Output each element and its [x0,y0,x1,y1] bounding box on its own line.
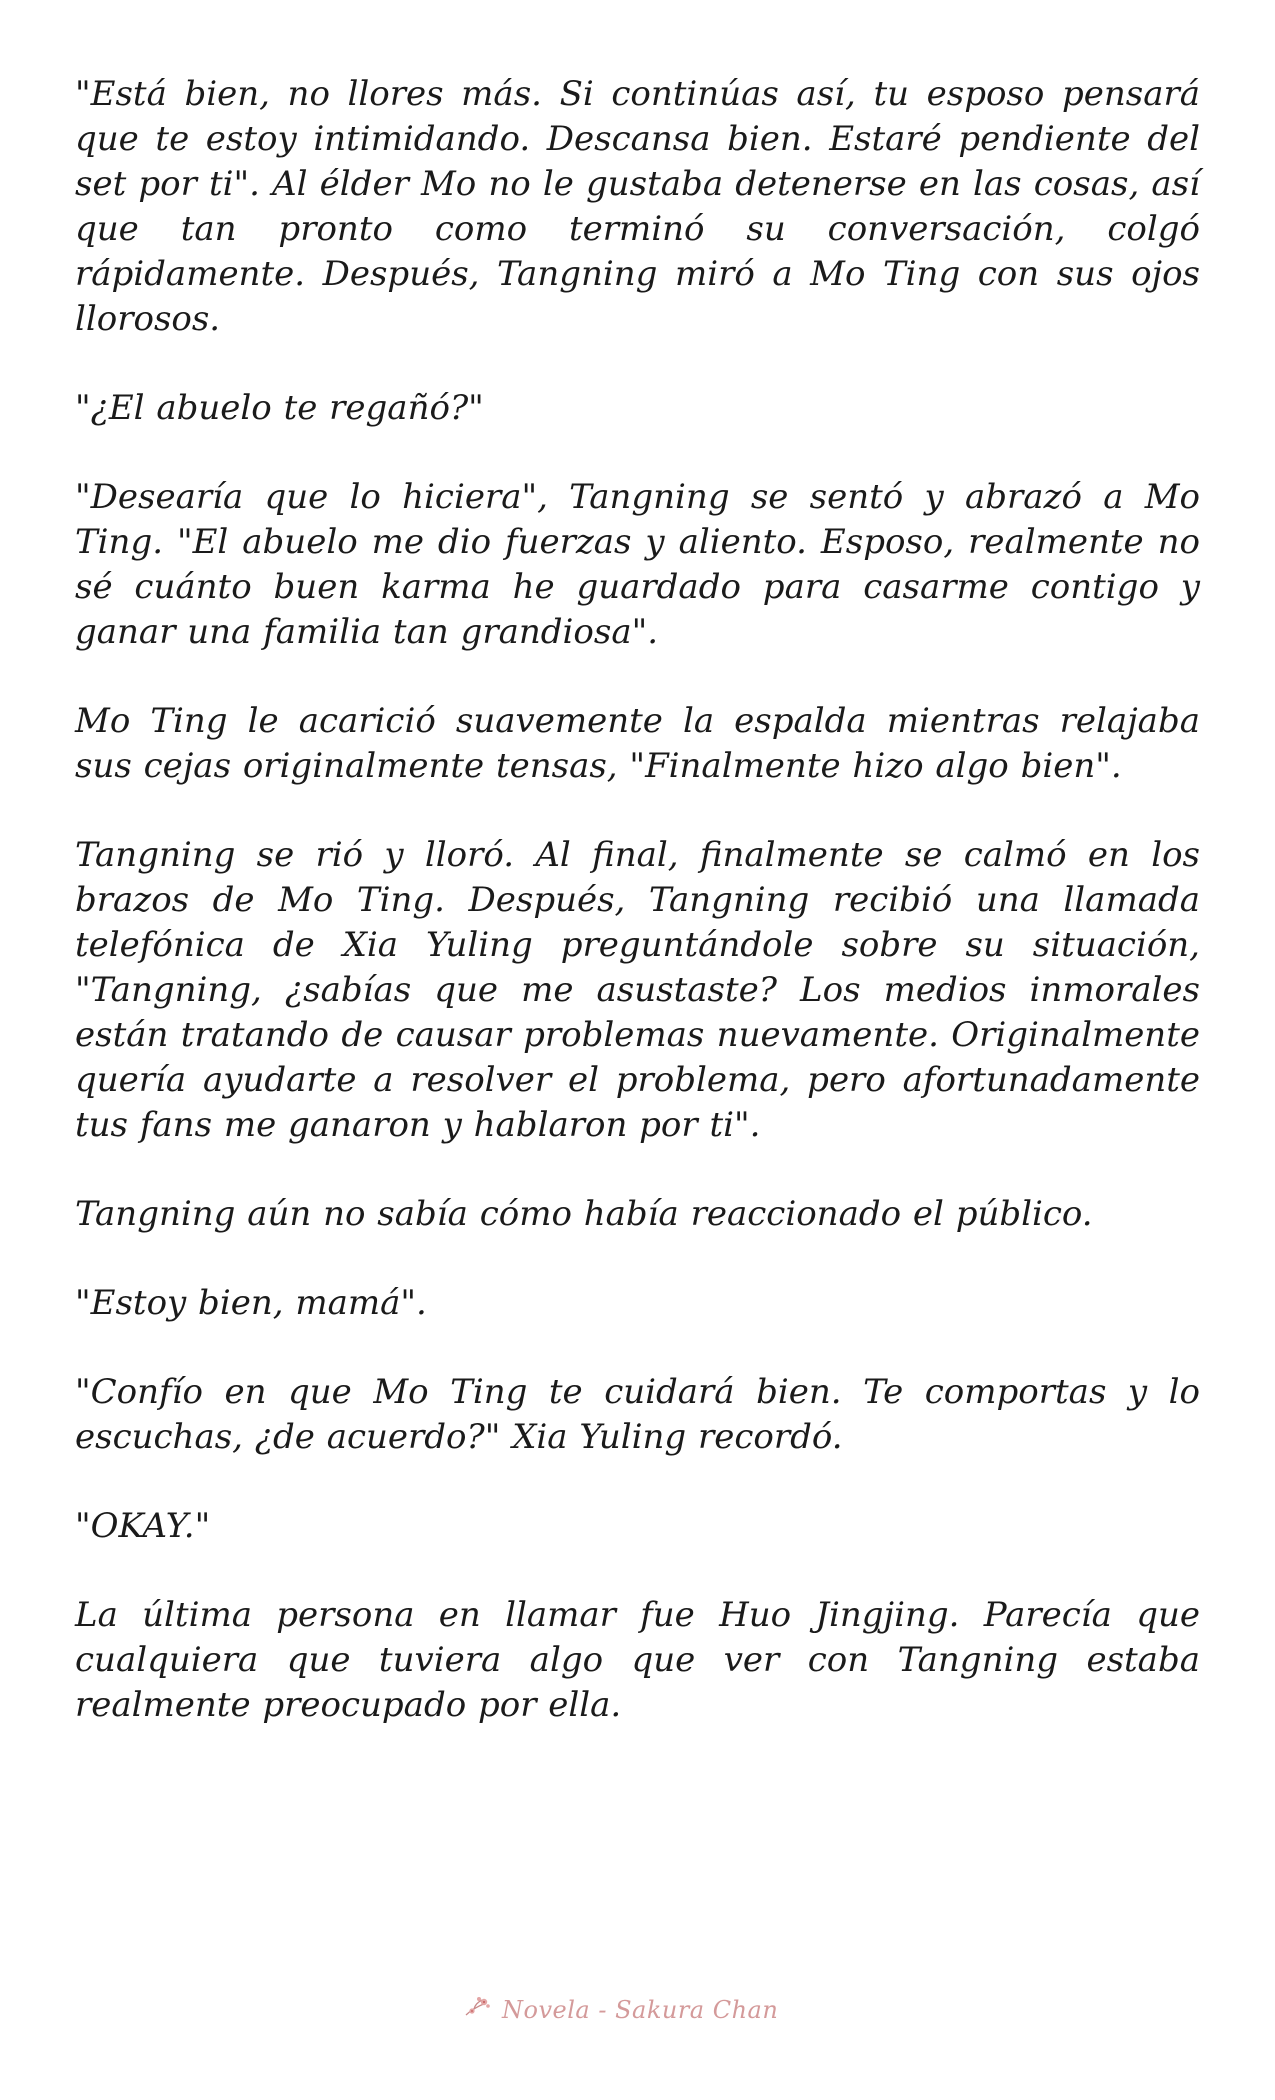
sakura-flower-icon [460,1995,494,2025]
watermark [460,1990,840,2030]
paragraph: "Estoy bien, mamá". [75,1283,427,1323]
paragraph: Tangning se rió y lloró. Al final, finalmente se calmó en los brazos de Mo Ting. Después, Tangning recibió una llamada telefónica de Xia Yuling preguntándole sobre su situación, "Tangning, ¿sabías que me asustaste? Los medios inmorales están tratando de causar problemas nuevamente. Originalmente quería ayudarte a resolver el problema, pero afortunadamente tus fans me ganaron y hablaron por ti". [75,835,1200,1145]
paragraph: Tangning aún no sabía cómo había reaccionado el público. [75,1194,1093,1234]
document-body [75,72,1200,1772]
paragraph: "Está bien, no llores más. Si continúas así, tu esposo pensará que te estoy intimidando. Descansa bien. Estaré pendiente del set por ti". Al élder Mo no le gustaba detenerse en las cosas, así que tan pronto como terminó su conversación, colgó rápidamente. Después, Tangning miró a Mo Ting con sus ojos llorosos. [75,74,1200,339]
paragraph: "Desearía que lo hiciera", Tangning se sentó y abrazó a Mo Ting. "El abuelo me dio fuerzas y aliento. Esposo, realmente no sé cuánto buen karma he guardado para casarme contigo y ganar una familia tan grandiosa". [75,477,1200,652]
paragraph: Mo Ting le acarició suavemente la espalda mientras relajaba sus cejas originalmente tensas, "Finalmente hizo algo bien". [75,701,1200,786]
watermark-text: Novela - Sakura Chan [502,1996,779,2024]
paragraph: "OKAY." [75,1506,211,1546]
paragraph: "¿El abuelo te regañó?" [75,388,484,428]
paragraph: "Confío en que Mo Ting te cuidará bien. Te comportas y lo escuchas, ¿de acuerdo?" Xia Yuling recordó. [75,1372,1200,1457]
paragraph: La última persona en llamar fue Huo Jingjing. Parecía que cualquiera que tuviera algo que ver con Tangning estaba realmente preocupado por ella. [75,1595,1200,1725]
